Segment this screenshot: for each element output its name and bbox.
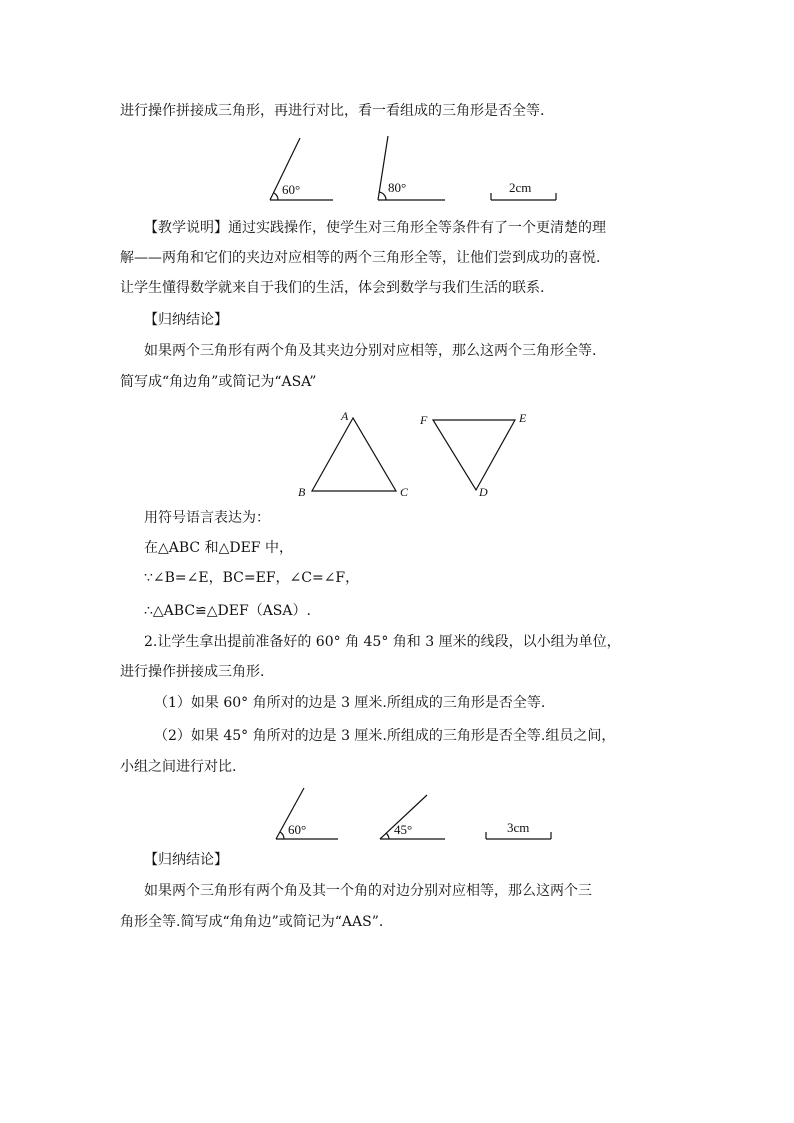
paragraph-line: 进行操作拼接成三角形，再进行对比，看一看组成的三角形是否全等. — [120, 103, 545, 119]
segment-3cm-label: 3cm — [507, 820, 530, 835]
section-heading: 【归纳结论】 — [144, 312, 228, 328]
paragraph-line: （1）如果 60° 角所对的边是 3 厘米.所组成的三角形是否全等. — [154, 695, 546, 711]
angle-60-shape — [270, 138, 333, 200]
paragraph-line: 如果两个三角形有两个角及其一个角的对边分别对应相等，那么这两个三 — [144, 883, 592, 899]
angle-45-label: 45° — [394, 822, 413, 837]
segment-2cm-shape — [491, 180, 556, 200]
segment-2cm-label: 2cm — [509, 180, 532, 195]
paragraph-line: 角形全等.简写成“角角边”或简记为“AAS”. — [120, 914, 384, 930]
vertex-label-c: C — [400, 485, 409, 499]
segment-3cm-shape — [486, 820, 551, 839]
angle-60-label: 60° — [282, 182, 301, 197]
paragraph-line: （2）如果 45° 角所对的边是 3 厘米.所组成的三角形是否全等.组员之间， — [154, 728, 616, 744]
vertex-label-e: E — [519, 411, 527, 425]
paragraph-line: 如果两个三角形有两个角及其夹边分别对应相等，那么这两个三角形全等. — [144, 343, 597, 359]
vertex-label-a: A — [341, 409, 349, 423]
paragraph-line: 简写成“角边角”或简记为“ASA” — [120, 374, 317, 390]
paragraph-line: 小组之间进行对比. — [120, 759, 237, 775]
angle-figure-1 — [260, 134, 560, 206]
paragraph-line: 进行操作拼接成三角形. — [120, 664, 265, 680]
angle-60-shape — [276, 788, 338, 839]
vertex-label-b: B — [298, 485, 306, 499]
angle-45-shape — [380, 795, 445, 839]
paragraph-line: 在△ABC 和△DEF 中， — [144, 540, 293, 556]
paragraph-line: ∴△ABC≌△DEF（ASA）. — [144, 603, 311, 619]
paragraph-line: 2.让学生拿出提前准备好的 60° 角 45° 角和 3 厘米的线段，以小组为单位， — [144, 634, 621, 650]
triangle-def — [419, 411, 527, 499]
angle-80-shape — [378, 136, 445, 200]
paragraph-line: 解——两角和它们的夹边对应相等的两个三角形全等，让他们尝到成功的喜悦. — [120, 250, 601, 266]
paragraph-line: 【教学说明】通过实践操作，使学生对三角形全等条件有了一个更清楚的理 — [144, 220, 606, 236]
vertex-label-d: D — [479, 485, 488, 499]
triangle-abc — [298, 409, 409, 499]
vertex-label-f: F — [420, 413, 428, 427]
triangle-figure — [290, 404, 530, 506]
paragraph-line: 让学生懂得数学就来自于我们的生活，体会到数学与我们生活的联系. — [120, 280, 545, 296]
section-heading: 【归纳结论】 — [144, 852, 228, 868]
angle-60-label: 60° — [288, 822, 307, 837]
paragraph-line: 用符号语言表达为： — [144, 510, 270, 526]
angle-figure-2 — [268, 784, 558, 844]
angle-80-label: 80° — [388, 180, 407, 195]
paragraph-line: ∵∠B=∠E，BC=EF，∠C=∠F， — [144, 570, 360, 586]
